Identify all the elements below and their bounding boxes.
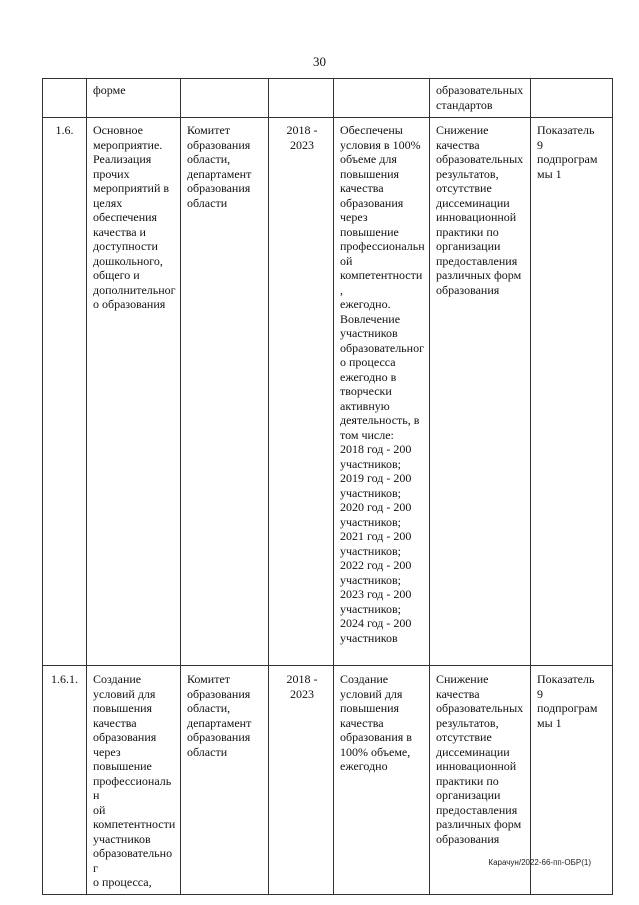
- page-number: 30: [313, 54, 326, 69]
- cell-consequence: Снижение качества образовательных результатов, отсутствие диссеминации инновационной практики по организации предоставления различных форм образования: [430, 666, 531, 895]
- cell-indicator: [531, 79, 613, 118]
- document-footer-code: Карачун/2022-66-пп-ОБР(1): [488, 858, 591, 867]
- cell-consequence: образовательных стандартов: [430, 79, 531, 118]
- cell-consequence: Снижение качества образовательных результатов, отсутствие диссеминации инновационной практики по организации предоставления различных форм образования: [430, 118, 531, 666]
- cell-result: [334, 79, 430, 118]
- cell-result: Создание условий для повышения качества образования в 100% объеме, ежегодно: [334, 666, 430, 895]
- cell-indicator: Показатель 9 подпрограм мы 1: [531, 666, 613, 895]
- cell-name: Создание условий для повышения качества образования через повышение профессиональн ой компетентности участников образовательног о процесса,: [87, 666, 181, 895]
- measures-table: [42, 78, 613, 895]
- cell-executor: Комитет образования области, департамент образования области: [181, 118, 269, 666]
- cell-period: 2018 - 2023: [269, 118, 334, 666]
- cell-num: 1.6.: [43, 118, 87, 666]
- cell-result: Обеспечены условия в 100% объеме для повышения качества образования через повышение профессиональн ой компетентности, ежегодно. Вовлечение участников образовательног о процесса ежегодно в творчески активную деятельность, в том числе: 2018 год - 200 участников; 2019 год - 200 участников; 2020 год - 200 участников; 2021 год - 200 участников; 2022 год - 200 участников; 2023 год - 200 участников; 2024 год - 200 участников: [334, 118, 430, 666]
- cell-name: форме: [87, 79, 181, 118]
- cell-period: 2018 - 2023: [269, 666, 334, 895]
- cell-executor: [181, 79, 269, 118]
- cell-num: 1.6.1.: [43, 666, 87, 895]
- cell-indicator: Показатель 9 подпрограм мы 1: [531, 118, 613, 666]
- table-row: [43, 118, 613, 666]
- cell-executor: Комитет образования области, департамент образования области: [181, 666, 269, 895]
- cell-name: Основное мероприятие. Реализация прочих мероприятий в целях обеспечения качества и доступности дошкольного, общего и дополнительног о образования: [87, 118, 181, 666]
- table-row: [43, 79, 613, 118]
- cell-period: [269, 79, 334, 118]
- cell-num: [43, 79, 87, 118]
